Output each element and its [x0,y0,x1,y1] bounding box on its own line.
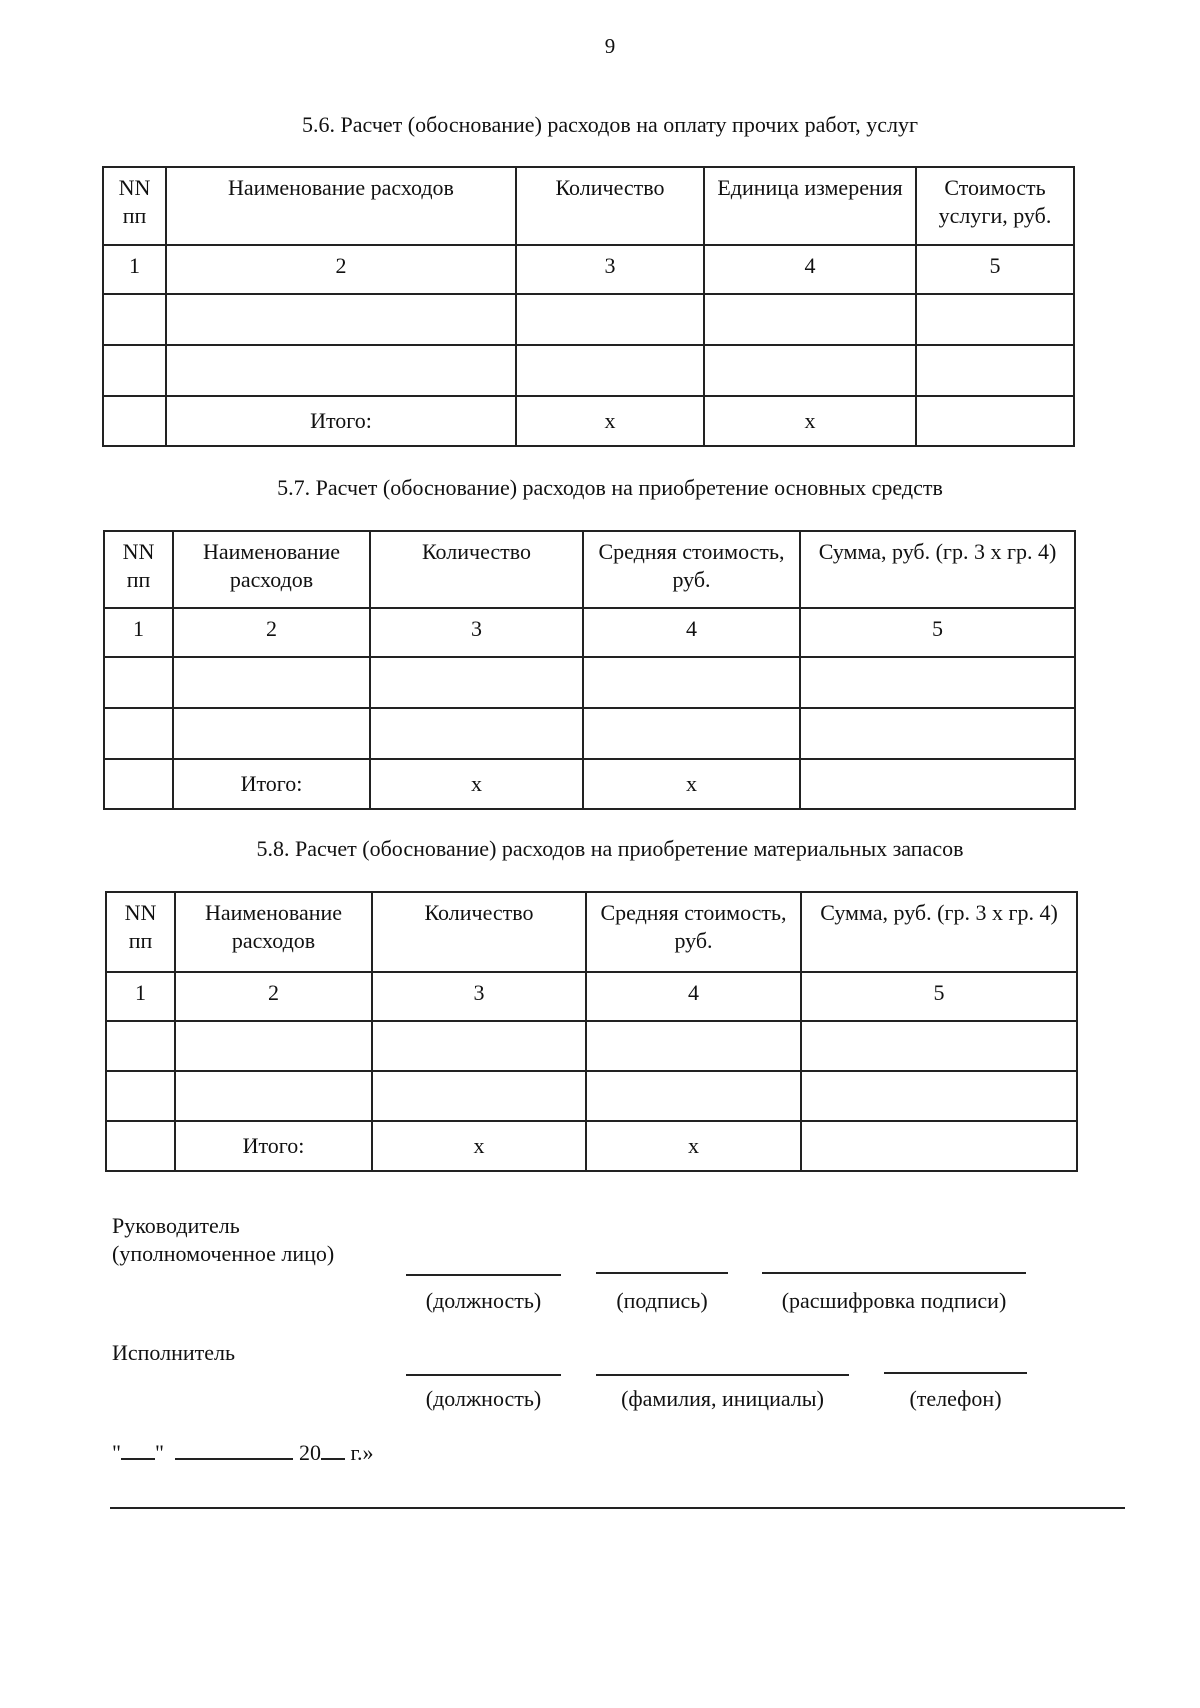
header-cell: Единица измерения [704,167,916,245]
head-signature-line[interactable] [596,1272,728,1274]
table-row-empty [104,657,1075,708]
caption-executor-phone: (телефон) [909,1386,1002,1411]
table-cell[interactable] [372,1021,586,1071]
column-number: 1 [106,972,175,1021]
executor-label: Исполнитель [112,1340,236,1365]
total-cell: x [583,759,800,809]
table-5-8 [105,891,1078,1172]
total-label: Итого: [173,759,370,809]
table-header-row [104,531,1075,608]
header-cell: NN пп [106,892,175,972]
table-cell[interactable] [916,294,1074,345]
date-quote-close: " [154,1440,164,1465]
total-cell: x [370,759,583,809]
date-year-blank[interactable] [321,1438,345,1460]
total-cell[interactable] [800,759,1075,809]
total-label: Итого: [175,1121,372,1171]
column-number: 5 [801,972,1077,1021]
header-cell: Наименование расходов [166,167,516,245]
head-label-line2: (уполномоченное лицо) [112,1241,335,1266]
table-cell[interactable] [704,294,916,345]
caption-signature-decoding: (расшифровка подписи) [781,1288,1007,1313]
caption-signature: (подпись) [616,1288,708,1313]
caption-position: (должность) [425,1288,542,1313]
table-5-7 [103,530,1076,810]
header-cell: Средняя стоимость, руб. [583,531,800,608]
date-suffix: г.» [350,1440,374,1465]
table-row-empty [106,1071,1077,1121]
column-number-row [103,245,1074,294]
total-cell: x [372,1121,586,1171]
table-cell[interactable] [516,345,704,396]
header-cell: Наименование расходов [173,531,370,608]
table-cell[interactable] [175,1071,372,1121]
column-number: 1 [103,245,166,294]
column-number: 5 [916,245,1074,294]
caption-executor-name: (фамилия, инициалы) [621,1386,824,1411]
table-cell[interactable] [106,1021,175,1071]
executor-position-line[interactable] [406,1374,561,1376]
column-number-row [106,972,1077,1021]
column-number: 2 [173,608,370,657]
total-row [106,1121,1077,1171]
column-number: 4 [583,608,800,657]
header-cell: Количество [372,892,586,972]
table-cell[interactable] [103,345,166,396]
table-cell[interactable] [583,708,800,759]
total-label: Итого: [166,396,516,446]
header-cell: NN пп [103,167,166,245]
table-cell[interactable] [166,345,516,396]
table-row-empty [103,345,1074,396]
column-number: 4 [586,972,801,1021]
header-cell: Средняя стоимость, руб. [586,892,801,972]
column-number: 3 [516,245,704,294]
table-5-6 [102,166,1075,447]
table-cell[interactable] [583,657,800,708]
total-cell [106,1121,175,1171]
header-cell: Наименование расходов [175,892,372,972]
table-row-empty [106,1021,1077,1071]
total-row [104,759,1075,809]
head-label [112,1212,334,1268]
header-cell: Количество [516,167,704,245]
section-title-5-7: 5.7. Расчет (обоснование) расходов на приобретение основных средств [277,475,943,500]
table-cell[interactable] [586,1021,801,1071]
total-cell: x [516,396,704,446]
table-cell[interactable] [166,294,516,345]
column-number: 1 [104,608,173,657]
table-cell[interactable] [800,708,1075,759]
header-cell: Количество [370,531,583,608]
column-number: 2 [175,972,372,1021]
table-cell[interactable] [104,657,173,708]
head-label-line1: Руководитель [112,1213,240,1238]
table-cell[interactable] [372,1071,586,1121]
total-cell[interactable] [916,396,1074,446]
table-cell[interactable] [801,1021,1077,1071]
table-header-row [106,892,1077,972]
table-cell[interactable] [175,1021,372,1071]
table-cell[interactable] [173,708,370,759]
table-cell[interactable] [370,657,583,708]
table-cell[interactable] [801,1071,1077,1121]
section-title-5-6: 5.6. Расчет (обоснование) расходов на оплату прочих работ, услуг [302,112,918,137]
total-cell: x [704,396,916,446]
executor-phone-line[interactable] [884,1372,1027,1374]
column-number: 3 [370,608,583,657]
total-cell [104,759,173,809]
executor-name-line[interactable] [596,1374,849,1376]
column-number: 4 [704,245,916,294]
column-number: 3 [372,972,586,1021]
column-number: 5 [800,608,1075,657]
table-cell[interactable] [916,345,1074,396]
date-quote-open: " [112,1440,121,1465]
page-number: 9 [604,34,616,58]
table-row-empty [104,708,1075,759]
total-cell: x [586,1121,801,1171]
date-year-prefix: 20 [298,1440,321,1465]
total-row [103,396,1074,446]
table-row-empty [103,294,1074,345]
date-line [112,1438,374,1466]
table-cell[interactable] [103,294,166,345]
column-number: 2 [166,245,516,294]
table-header-row [103,167,1074,245]
table-cell[interactable] [586,1071,801,1121]
table-cell[interactable] [173,657,370,708]
table-cell[interactable] [704,345,916,396]
bottom-rule [110,1507,1125,1509]
caption-executor-position: (должность) [425,1386,542,1411]
total-cell [103,396,166,446]
table-cell[interactable] [370,708,583,759]
date-day-blank[interactable] [121,1438,155,1460]
table-cell[interactable] [106,1071,175,1121]
header-cell: Сумма, руб. (гр. 3 x гр. 4) [800,531,1075,608]
column-number-row [104,608,1075,657]
header-cell: Стоимость услуги, руб. [916,167,1074,245]
table-cell[interactable] [516,294,704,345]
date-month-blank[interactable] [175,1438,293,1460]
head-position-line[interactable] [406,1274,561,1276]
total-cell[interactable] [801,1121,1077,1171]
table-cell[interactable] [800,657,1075,708]
header-cell: Сумма, руб. (гр. 3 x гр. 4) [801,892,1077,972]
section-title-5-8: 5.8. Расчет (обоснование) расходов на приобретение материальных запасов [256,836,964,861]
header-cell: NN пп [104,531,173,608]
table-cell[interactable] [104,708,173,759]
head-signature-decoding-line[interactable] [762,1272,1026,1274]
